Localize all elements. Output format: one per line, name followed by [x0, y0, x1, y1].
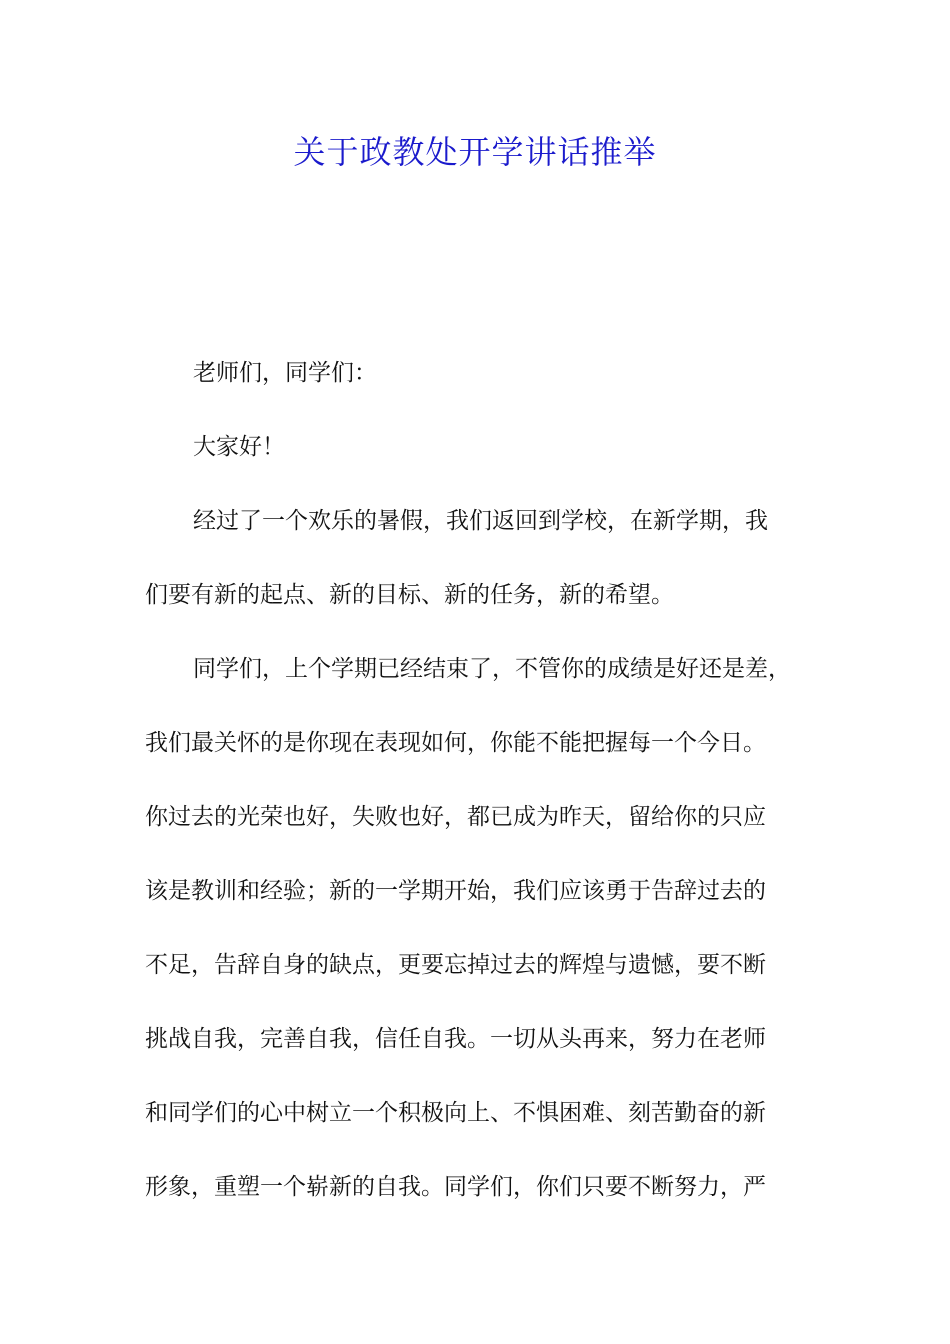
paragraph-2-line-3: 你过去的光荣也好，失败也好，都已成为昨天，留给你的只应	[145, 804, 766, 830]
document-body	[145, 336, 835, 1224]
paragraph-1-line-1: 经过了一个欢乐的暑假，我们返回到学校，在新学期，我	[193, 508, 768, 534]
paragraph-2-line-8: 形象，重塑一个崭新的自我。同学们，你们只要不断努力，严	[145, 1174, 766, 1200]
greeting-line: 老师们，同学们：	[193, 360, 377, 386]
salutation-line: 大家好！	[193, 434, 285, 460]
paragraph-1-line-2: 们要有新的起点、新的目标、新的任务，新的希望。	[145, 582, 674, 608]
paragraph-2-line-5: 不足，告辞自身的缺点，更要忘掉过去的辉煌与遗憾，要不断	[145, 952, 766, 978]
paragraph-2-line-2: 我们最关怀的是你现在表现如何，你能不能把握每一个今日。	[145, 730, 766, 756]
paragraph-2-line-6: 挑战自我，完善自我，信任自我。一切从头再来，努力在老师	[145, 1026, 766, 1052]
paragraph-2-line-7: 和同学们的心中树立一个积极向上、不惧困难、刻苦勤奋的新	[145, 1100, 766, 1126]
paragraph-2-line-1: 同学们，上个学期已经结束了，不管你的成绩是好还是差，	[193, 656, 791, 682]
document-title: 关于政教处开学讲话推举	[293, 133, 657, 171]
paragraph-2-line-4: 该是教训和经验；新的一学期开始，我们应该勇于告辞过去的	[145, 878, 766, 904]
